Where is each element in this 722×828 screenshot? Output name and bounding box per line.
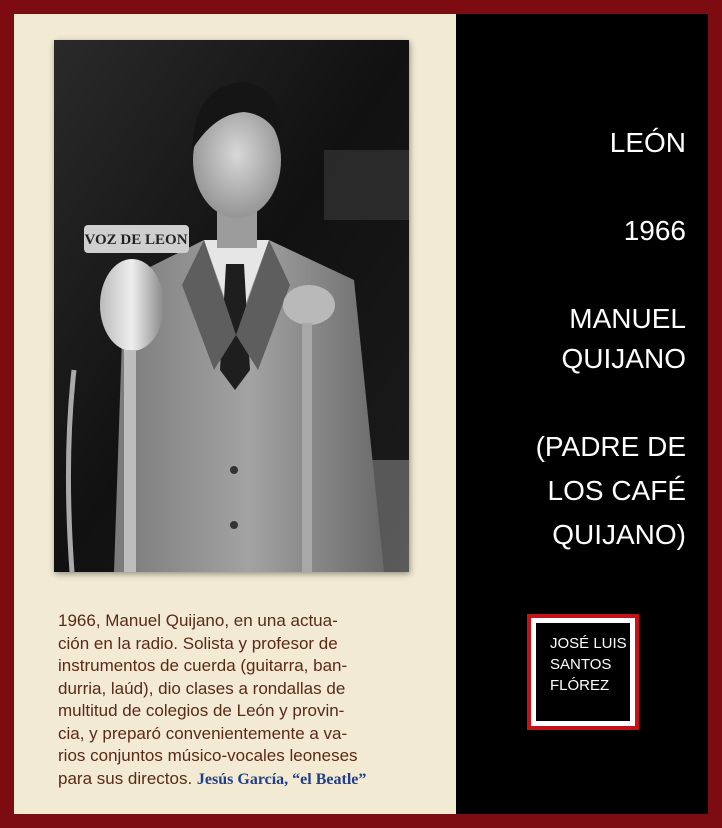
photo-caption bbox=[58, 610, 418, 791]
note-line-3: QUIJANO) bbox=[552, 519, 686, 550]
caption-line: instrumentos de cuerda (guitarra, ban- bbox=[58, 656, 348, 675]
radio-performance-photo bbox=[54, 40, 409, 572]
photo-credit: Jesús García, “el Beatle” bbox=[196, 770, 367, 788]
year-label: 1966 bbox=[623, 215, 686, 246]
caption-line: cia, y preparó convenientemente a va- bbox=[58, 723, 348, 743]
caption-line: 1966, Manuel Quijano, en una actua- bbox=[58, 611, 338, 630]
caption-last-line bbox=[58, 768, 418, 792]
caption-line: ción en la radio. Solista y profesor de bbox=[58, 633, 338, 653]
name-line-2: QUIJANO bbox=[561, 343, 686, 374]
note-line-2: LOS CAFÉ bbox=[547, 475, 686, 506]
place-label: LEÓN bbox=[609, 127, 686, 158]
mic-plate-label: VOZ DE LEON bbox=[84, 232, 188, 248]
author-badge bbox=[527, 614, 639, 730]
photo-illustration bbox=[54, 40, 409, 572]
author-name-line-3: FLÓREZ bbox=[550, 677, 610, 694]
badge-text-box bbox=[536, 623, 630, 721]
badge-white-border bbox=[531, 618, 635, 726]
caption-line: rios conjuntos músico-vocales leoneses bbox=[58, 746, 358, 765]
author-name-line-1: JOSÉ LUIS bbox=[550, 635, 627, 652]
magazine-page bbox=[14, 14, 456, 814]
name-line-1: MANUEL bbox=[569, 303, 686, 334]
caption-line: durria, laúd), dio clases a rondallas de bbox=[58, 678, 346, 698]
note-line-1: (PADRE DE bbox=[535, 431, 686, 462]
caption-line: para sus directos. bbox=[58, 768, 193, 788]
caption-line: multitud de colegios de León y provin- bbox=[58, 701, 345, 720]
author-name-line-2: SANTOS bbox=[550, 656, 612, 673]
